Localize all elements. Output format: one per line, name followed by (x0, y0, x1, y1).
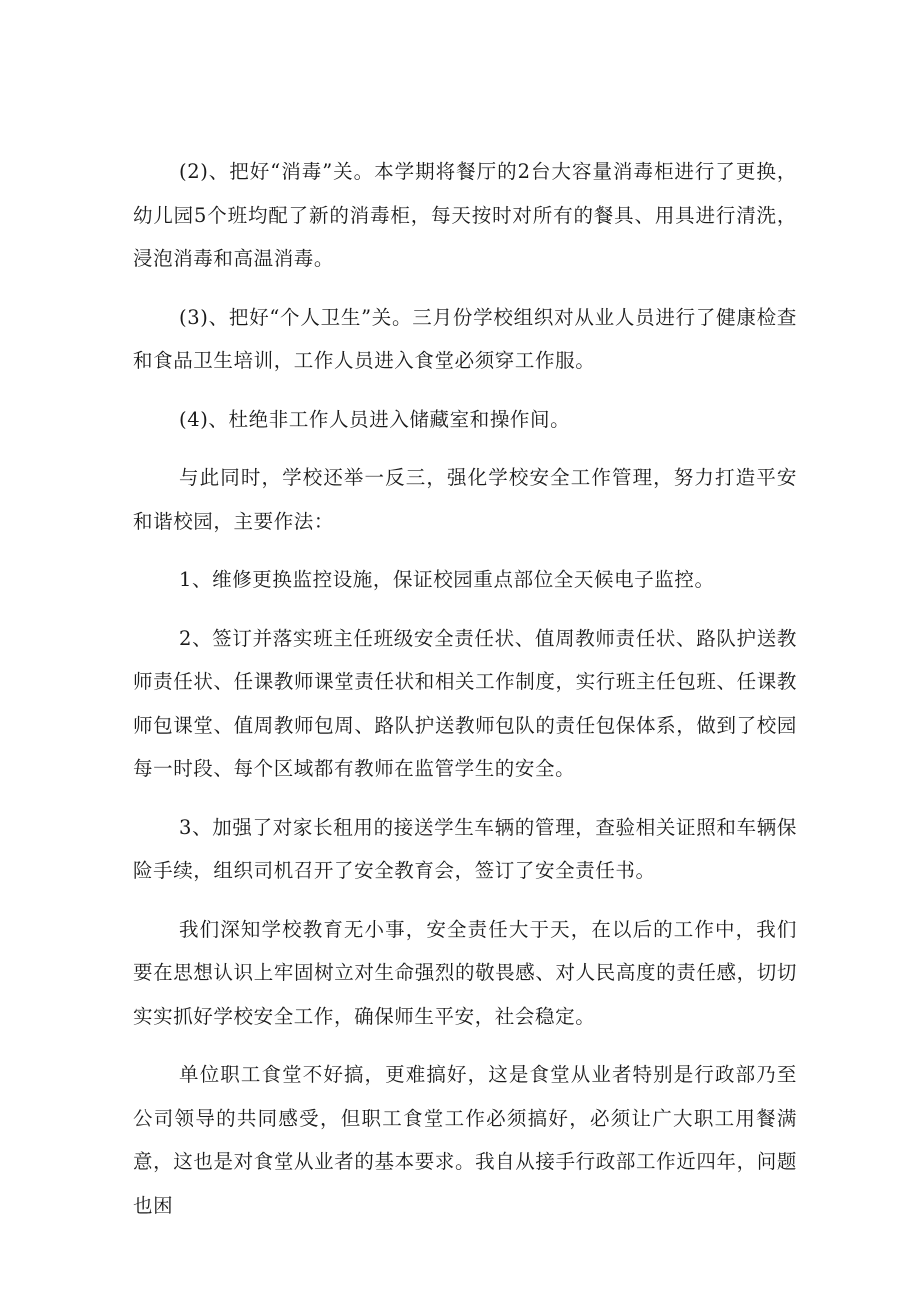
paragraph-disinfection: (2)、把好“消毒”关。本学期将餐厅的2台大容量消毒柜进行了更换，幼儿园5个班均配了新的消毒柜，每天按时对所有的餐具、用具进行清洗，浸泡消毒和高温消毒。 (133, 160, 797, 270)
paragraph-responsibility: 2、签订并落实班主任班级安全责任状、值周教师责任状、路队护送教师责任状、任课教师课堂责任状和相关工作制度，实行班主任包班、任课教师包课堂、值周教师包周、路队护送教师包队的责任包保体系，做到了校园每一时段、每个区域都有教师在监管学生的安全。 (133, 626, 797, 780)
paragraph-monitoring: 1、维修更换监控设施，保证校园重点部位全天候电子监控。 (179, 568, 715, 591)
paragraph-restricted-access: (4)、杜绝非工作人员进入储藏室和操作间。 (179, 407, 571, 431)
paragraph-personal-hygiene: (3)、把好“个人卫生”关。三月份学校组织对从业人员进行了健康检查和食品卫生培训，工作人员进入食堂必须穿工作服。 (133, 305, 797, 372)
paragraph-canteen: 单位职工食堂不好搞，更难搞好，这是食堂从业者特别是行政部乃至公司领导的共同感受，但职工食堂工作必须搞好，必须让广大职工用餐满意，这也是对食堂从业者的基本要求。我自从接手行政部工作近四年，问题也困 (133, 1063, 797, 1217)
document-body (133, 150, 797, 1227)
paragraph-vehicles: 3、加强了对家长租用的接送学生车辆的管理，查验相关证照和车辆保险手续，组织司机召开了安全教育会，签订了安全责任书。 (133, 815, 797, 882)
paragraph-safety-intro: 与此同时，学校还举一反三，强化学校安全工作管理，努力打造平安和谐校园，主要作法： (133, 466, 797, 533)
paragraph-conclusion: 我们深知学校教育无小事，安全责任大于天，在以后的工作中，我们要在思想认识上牢固树立对生命强烈的敬畏感、对人民高度的责任感，切切实实抓好学校安全工作，确保师生平安，社会稳定。 (133, 917, 797, 1028)
